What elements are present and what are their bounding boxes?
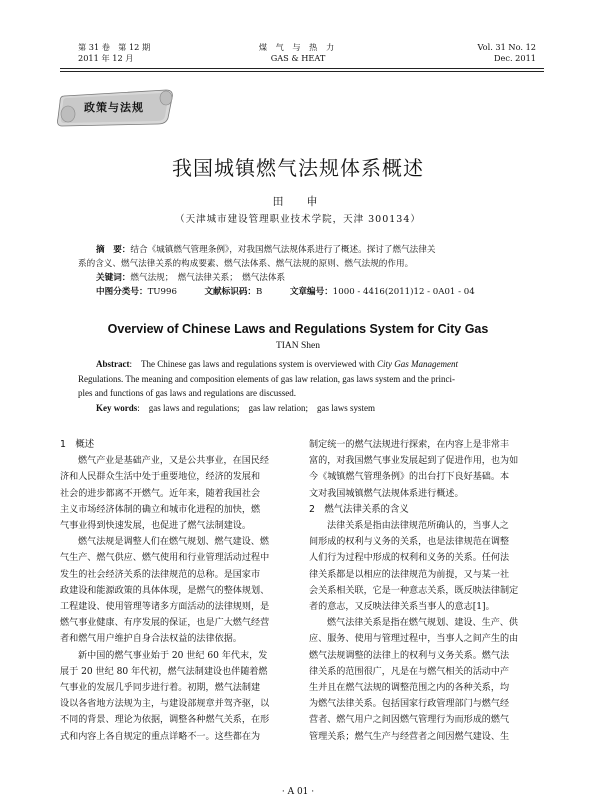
body-text-line: 燃气法规调整的法律上的权利与义务关系。燃气法 [309, 650, 510, 661]
header-vol-no: Vol. 31 No. 12 [477, 42, 536, 52]
section-heading: 1 概述 [60, 439, 95, 450]
body-text-line: 展于 20 世纪 80 年代初，燃气法制建设也伴随着燃 [60, 666, 268, 677]
body-text-line: 间形成的权利与义务的关系，也是法律规范在调整 [309, 537, 510, 548]
header-rule [60, 68, 544, 69]
body-text-line: 燃气产业是基础产业，又是公共事业，在国民经 [78, 456, 269, 467]
header-rule-thin [60, 71, 544, 72]
abstract-cn [78, 243, 538, 299]
author-affiliation-cn: （天津城市建设管理职业技术学院，天津 300134） [175, 214, 421, 225]
header-date-en: Dec. 2011 [493, 53, 536, 63]
header-date-cn: 2011 年 12 月 [78, 53, 134, 63]
body-column-left [60, 437, 292, 745]
body-text-line: 气事业得到快速发展，也促进了燃气法制建设。 [60, 521, 251, 532]
header-journal-en: GAS & HEAT [270, 53, 326, 63]
body-text-line: 为燃气法律关系。包括国家行政管理部门与燃气经 [309, 699, 510, 710]
body-text-line: 营者、燃气用户之间因燃气管理行为而形成的燃气 [309, 715, 510, 726]
body-text-line: 新中国的燃气事业始于 20 世纪 60 年代末，发 [78, 650, 268, 661]
clc-label: 中图分类号： [96, 287, 148, 297]
classification-line [78, 285, 538, 299]
keywords-cn [78, 271, 538, 285]
keywords-en-label: Key words [96, 402, 138, 413]
abstract-cn-label: 摘 要： [96, 245, 131, 255]
section-banner-label: 政策与法规 [84, 101, 144, 114]
body-text-line: 燃气事业健康、有序发展的保证，也是广大燃气经营 [60, 618, 270, 629]
keywords-cn-text: 燃气法规； 燃气法律关系； 燃气法体系 [130, 273, 286, 283]
body-column-right [309, 437, 541, 745]
abstract-cn-line: 系的含义、燃气法律关系的构成要素、燃气法体系、燃气法规的原则、燃气法规的作用。 [78, 259, 414, 269]
abstract-cn-line: 摘 要：结合《城镇燃气管理条例》，对我国燃气法规体系进行了概述。探讨了燃气法律关 [96, 245, 436, 255]
article-no-label: 文章编号： [289, 287, 333, 297]
body-text-line: 者的意志，又反映法律关系当事人的意志[1]。 [309, 602, 495, 613]
body-text-line: 工程建设、使用管理等诸多方面活动的法律规则，是 [60, 602, 270, 613]
body-text-line: 济和人民群众生活中处于重要地位，经济的发展和 [60, 472, 261, 483]
body-text-line: 律关系都是以相应的法律规范为前提，又与某一社 [309, 569, 510, 580]
body-text-line: 律关系的范围很广，凡是在与燃气相关的活动中产 [309, 666, 510, 677]
page-number: · A 01 · [281, 787, 315, 797]
body-text-line: 社会的进步都离不开燃气。近年来，随着我国社会 [60, 488, 261, 499]
keywords-en-text: gas laws and regulations; gas law relation; gas laws system [148, 402, 375, 413]
article-title-en: Overview of Chinese Laws and Regulations System for City Gas [107, 322, 489, 336]
abstract-en [78, 357, 540, 415]
body-text-line: 气生产、燃气供应、燃气使用和行业管理活动过程中 [60, 553, 270, 564]
body-text-line: 文对我国城镇燃气法规体系进行概述。 [309, 488, 464, 499]
body-text-line: 不同的背景、理论为依据，调整各种燃气关系，在形 [60, 715, 270, 726]
header-volume-issue: 第 31 卷 第 12 期 [78, 42, 151, 52]
body-text-line: 燃气法规是调整人们在燃气规划、燃气建设、燃 [78, 537, 269, 548]
body-text-line: 人们行为过程中形成的权利和义务的关系。任何法 [309, 553, 510, 564]
body-text-line: 制定统一的燃气法规进行探索，在内容上是非常丰 [309, 440, 510, 450]
abstract-en-line: Regulations. The meaning and composition elements of gas law relation, gas laws system and the princi- [78, 373, 455, 384]
section-banner [54, 84, 180, 130]
body-text-line: 生并且在燃气法规的调整范围之内的各种关系，均 [309, 683, 510, 694]
body-text-line: 会关系相关联，它是一种意志关系，既反映法律制定 [309, 585, 519, 596]
body-text-line: 发生的社会经济关系的法律规范的总称。是国家市 [60, 569, 261, 580]
body-text-line: 政建设和能源政策的具体体现，是燃气的整体规划、 [60, 585, 270, 596]
keywords-en: Key words: gas laws and regulations; gas law relation; gas laws system [96, 402, 375, 413]
abstract-en-line: Abstract: The Chinese gas laws and regulations system is overviewed with City Gas Management [96, 359, 458, 369]
body-text-line: 今《城镇燃气管理条例》的出台打下良好基础。本 [309, 472, 510, 483]
article-no-value: 1000 - 4416(2011)12 - 0A01 - 04 [332, 287, 475, 297]
body-text-line: 法律关系是指由法律规范所确认的，当事人之 [327, 521, 509, 532]
body-text-line: 设以各省地方法规为主，与建设部规章并驾齐驱，以 [60, 699, 270, 710]
abstract-en-label: Abstract [96, 359, 130, 369]
body-text-line: 应、服务、使用与管理过程中，当事人之间产生的由 [309, 634, 519, 645]
running-header-vol-en [477, 42, 536, 64]
body-text-line: 气事业的发展几乎同步进行着。初期，燃气法制建 [60, 683, 261, 694]
body-text-line: 式和内容上各自规定的重点详略不一。这些都在为 [60, 731, 261, 742]
clc-value: TU996 [147, 287, 177, 297]
author-name-cn: 田 申 [272, 195, 324, 208]
author-name-en: TIAN Shen [275, 341, 321, 351]
abstract-en-line: ples and functions of gas laws and regulations are discussed. [78, 388, 296, 399]
header-journal-cn: 煤 气 与 热 力 [258, 42, 338, 52]
body-text-line: 者和燃气用户维护自身合法权益的法律依据。 [60, 634, 242, 645]
doc-code-value: B [256, 287, 263, 297]
body-text-line: 主义市场经济体制的确立和城市化进程的加快，燃 [60, 504, 261, 515]
keywords-cn-label: 关键词： [96, 273, 131, 283]
section-heading: 2 燃气法律关系的含义 [309, 503, 409, 515]
body-text-line: 管理关系；燃气生产与经营者之间因燃气建设、生 [309, 731, 510, 742]
doc-code-label: 文献标识码： [204, 287, 257, 297]
article-title-cn: 我国城镇燃气法规体系概述 [172, 156, 424, 180]
body-text-line: 富的，对我国燃气事业发展起到了促进作用，也为如 [309, 456, 519, 467]
body-text-line: 燃气法律关系是指在燃气规划、建设、生产、供 [327, 618, 518, 629]
